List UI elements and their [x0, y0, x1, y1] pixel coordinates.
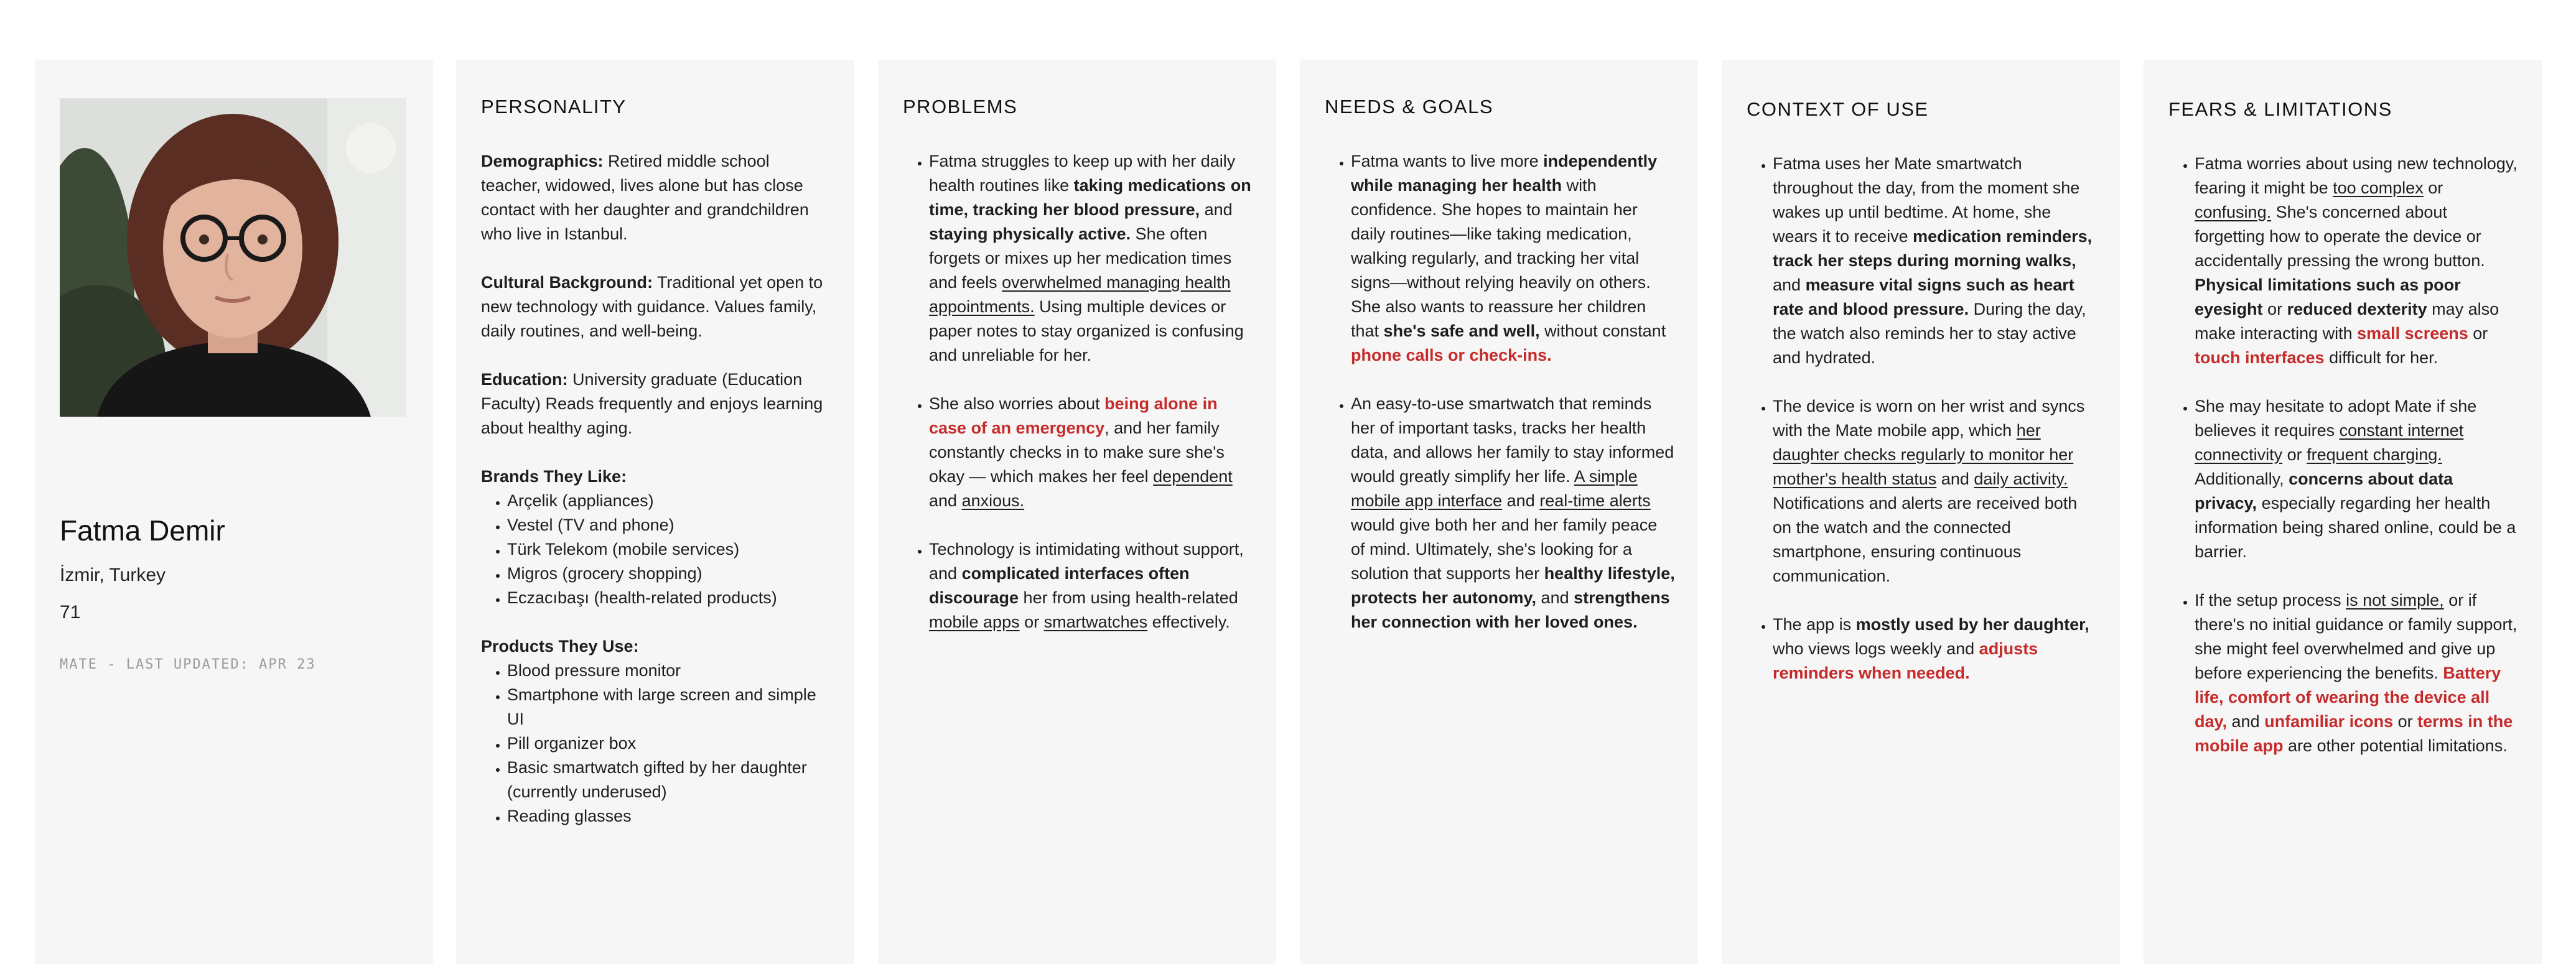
list-item: • Smartphone with large screen and simple UI: [507, 683, 832, 731]
products-heading: Products They Use:: [481, 637, 639, 656]
list-item: • Blood pressure monitor: [507, 659, 832, 683]
persona-name: Fatma Demir: [60, 514, 225, 547]
body-text: effectively.: [1147, 613, 1230, 631]
bold-text: taking medications on time, tracking her blood pressure,: [929, 176, 1251, 219]
demographics-paragraph: [481, 149, 832, 246]
brands-heading: Brands They Like:: [481, 467, 627, 486]
fears-limitations-heading: FEARS & LIMITATIONS: [2168, 98, 2392, 120]
list-item: • Türk Telekom (mobile services): [507, 537, 832, 562]
education-text: University graduate (Education Faculty) Reads frequently and enjoys learning about healthy aging.: [481, 370, 823, 437]
highlight-text: Battery life, comfort of wearing the device all day,: [2195, 664, 2501, 731]
body-text: without constant: [1539, 322, 1666, 340]
demographics-label: Demographics:: [481, 152, 604, 170]
body-text: would give both her and her family peace of mind. Ultimately, she's looking for a solution that supports her: [1351, 516, 1658, 583]
list-item: [2195, 394, 2519, 564]
last-updated-label: MATE - LAST UPDATED: APR 23: [60, 657, 316, 672]
personality-card: [456, 60, 854, 964]
body-text: Additionally,: [2195, 470, 2289, 488]
highlight-text: adjusts reminders when needed.: [1773, 639, 2038, 682]
body-text: During the day, the watch also reminds her to stay active and hydrated.: [1773, 300, 2086, 367]
list-item: [1351, 392, 1676, 634]
needs-goals-heading: NEEDS & GOALS: [1325, 96, 1494, 118]
needs-goals-card: [1300, 60, 1698, 964]
body-text: with confidence. She hopes to maintain her daily routines—like taking medication, walking regularly, and tracking her vital signs—without relying heavily on others. She also wants to reassure her children that: [1351, 176, 1651, 340]
list-item: [929, 392, 1254, 513]
highlight-text: small screens: [2357, 324, 2468, 343]
underlined-text: daily activity.: [1974, 470, 2068, 488]
body-text: , and her family constantly checks in to make sure she's okay — which makes her feel: [929, 419, 1225, 486]
body-text: or if there's no initial guidance or family support, she might feel overwhelmed and give up before experiencing the benefits.: [2195, 591, 2518, 682]
underlined-text: A simple mobile app interface: [1351, 467, 1638, 510]
cultural-paragraph: [481, 271, 832, 343]
bold-text: reduced dexterity: [2287, 300, 2427, 318]
bold-text: staying physically active.: [929, 225, 1131, 243]
body-text: An easy-to-use smartwatch that reminds her of important tasks, tracks her health data, and allows her family to stay informed would greatly simplify her life.: [1351, 394, 1674, 486]
underlined-text: real-time alerts: [1539, 491, 1651, 510]
body-text: especially regarding her health information being shared online, could be a barrier.: [2195, 494, 2516, 561]
body-text: She also worries about: [929, 394, 1105, 413]
body-text: or: [2262, 300, 2287, 318]
underlined-text: mobile apps: [929, 613, 1020, 631]
problems-heading: PROBLEMS: [903, 96, 1018, 118]
body-text: and: [1502, 491, 1540, 510]
list-item: • Migros (grocery shopping): [507, 562, 832, 586]
bold-text: concerns about data privacy,: [2195, 470, 2453, 512]
body-text: Fatma worries about using new technology, fearing it might be: [2195, 154, 2518, 197]
underlined-text: confusing.: [2195, 203, 2272, 221]
fears-limitations-card: [2144, 60, 2542, 964]
personality-body: [481, 149, 832, 828]
portrait-image: [60, 98, 406, 417]
list-item: • Pill organizer box: [507, 731, 832, 756]
brands-list: [481, 489, 832, 610]
profile-card: [35, 60, 433, 964]
body-text: who views logs weekly and: [1773, 639, 1979, 658]
bold-text: mostly used by her daughter,: [1855, 615, 2089, 634]
body-text: and: [1936, 470, 1974, 488]
education-label: Education:: [481, 370, 568, 389]
body-text: and: [1773, 276, 1806, 294]
body-text: may also make interacting with: [2195, 300, 2499, 343]
list-item: [2195, 152, 2519, 370]
list-item: [1773, 613, 2098, 685]
highlight-text: unfamiliar icons: [2264, 712, 2394, 731]
body-text: or: [2393, 712, 2418, 731]
body-text: If the setup process: [2195, 591, 2346, 609]
list-item: [929, 149, 1254, 368]
problems-list: [903, 149, 1254, 634]
body-text: and: [929, 491, 962, 510]
body-text: her from using health-related: [1019, 588, 1238, 607]
body-text: Using multiple devices or paper notes to stay organized is confusing and unreliable for her.: [929, 297, 1244, 364]
body-text: or: [2282, 445, 2307, 464]
persona-location: İzmir, Turkey: [60, 565, 166, 585]
needs-goals-list: [1325, 149, 1676, 634]
bold-text: independently while managing her health: [1351, 152, 1658, 195]
body-text: She often forgets or mixes up her medication times and feels: [929, 225, 1232, 292]
body-text: and: [1200, 200, 1233, 219]
list-item: • Vestel (TV and phone): [507, 513, 832, 537]
list-item: [1351, 149, 1676, 368]
bold-text: healthy lifestyle, protects her autonomy,: [1351, 564, 1675, 607]
underlined-text: her daughter checks regularly to monitor her mother's health status: [1773, 421, 2074, 488]
underlined-text: is not simple,: [2346, 591, 2444, 609]
body-text: Fatma struggles to keep up with her daily health routines like: [929, 152, 1236, 195]
list-item: • Basic smartwatch gifted by her daughter (currently underused): [507, 756, 832, 804]
bold-text: medication reminders, track her steps during morning walks,: [1773, 227, 2093, 270]
body-text: or: [2468, 324, 2488, 343]
cultural-text: Traditional yet open to new technology with guidance. Values family, daily routines, and well-being.: [481, 273, 823, 340]
context-of-use-card: [1722, 60, 2120, 964]
problems-card: [878, 60, 1276, 964]
body-text: Fatma wants to live more: [1351, 152, 1544, 170]
underlined-text: smartwatches: [1043, 613, 1148, 631]
body-text: and: [2227, 712, 2265, 731]
body-text: She's concerned about forgetting how to operate the device or accidentally pressing the wrong button.: [2195, 203, 2485, 270]
bold-text: measure vital signs such as heart rate and blood pressure.: [1773, 276, 2074, 318]
highlight-text: being alone in case of an emergency: [929, 394, 1218, 437]
highlight-text: terms in the mobile app: [2195, 712, 2513, 755]
list-item: • Arçelik (appliances): [507, 489, 832, 513]
body-text: or: [1019, 613, 1044, 631]
underlined-text: too complex: [2333, 178, 2424, 197]
body-text: and: [1536, 588, 1574, 607]
body-text: The device is worn on her wrist and syncs with the Mate mobile app, which: [1773, 397, 2085, 440]
bold-text: she's safe and well,: [1383, 322, 1540, 340]
profile-photo: [60, 98, 406, 417]
personality-heading: PERSONALITY: [481, 96, 627, 118]
body-text: difficult for her.: [2324, 348, 2438, 367]
list-item: • Reading glasses: [507, 804, 832, 828]
body-text: She may hesitate to adopt Mate if she believes it requires: [2195, 397, 2477, 440]
context-of-use-list: [1747, 152, 2098, 685]
list-item: [1773, 394, 2098, 588]
bold-text: strengthens her connection with her loved ones.: [1351, 588, 1670, 631]
list-item: [929, 537, 1254, 634]
body-text: The app is: [1773, 615, 1856, 634]
underlined-text: anxious.: [961, 491, 1025, 510]
body-text: Notifications and alerts are received both on the watch and the connected smartphone, ensuring continuous communication.: [1773, 494, 2078, 585]
demographics-text: Retired middle school teacher, widowed, lives alone but has close contact with her daughter and grandchildren who live in Istanbul.: [481, 152, 809, 243]
products-list: [481, 659, 832, 828]
bold-text: Physical limitations such as poor eyesight: [2195, 276, 2461, 318]
list-item: • Eczacıbaşı (health-related products): [507, 586, 832, 610]
underlined-text: dependent: [1153, 467, 1233, 486]
underlined-text: constant internet connectivity: [2195, 421, 2464, 464]
list-item: [2195, 588, 2519, 758]
body-text: Technology is intimidating without support, and: [929, 540, 1244, 583]
list-item: [1773, 152, 2098, 370]
highlight-text: phone calls or check-ins.: [1351, 346, 1552, 364]
education-paragraph: [481, 368, 832, 440]
underlined-text: overwhelmed managing health appointments.: [929, 273, 1231, 316]
persona-age: 71: [60, 602, 81, 623]
body-text: Fatma uses her Mate smartwatch throughout the day, from the moment she wakes up until bedtime. At home, she wears it to receive: [1773, 154, 2080, 246]
body-text: or: [2423, 178, 2443, 197]
body-text: are other potential limitations.: [2283, 736, 2508, 755]
highlight-text: touch interfaces: [2195, 348, 2325, 367]
bold-text: complicated interfaces often discourage: [929, 564, 1190, 607]
cultural-label: Cultural Background:: [481, 273, 653, 292]
context-of-use-heading: CONTEXT OF USE: [1747, 98, 1929, 120]
fears-limitations-list: [2168, 152, 2519, 758]
underlined-text: frequent charging.: [2307, 445, 2442, 464]
